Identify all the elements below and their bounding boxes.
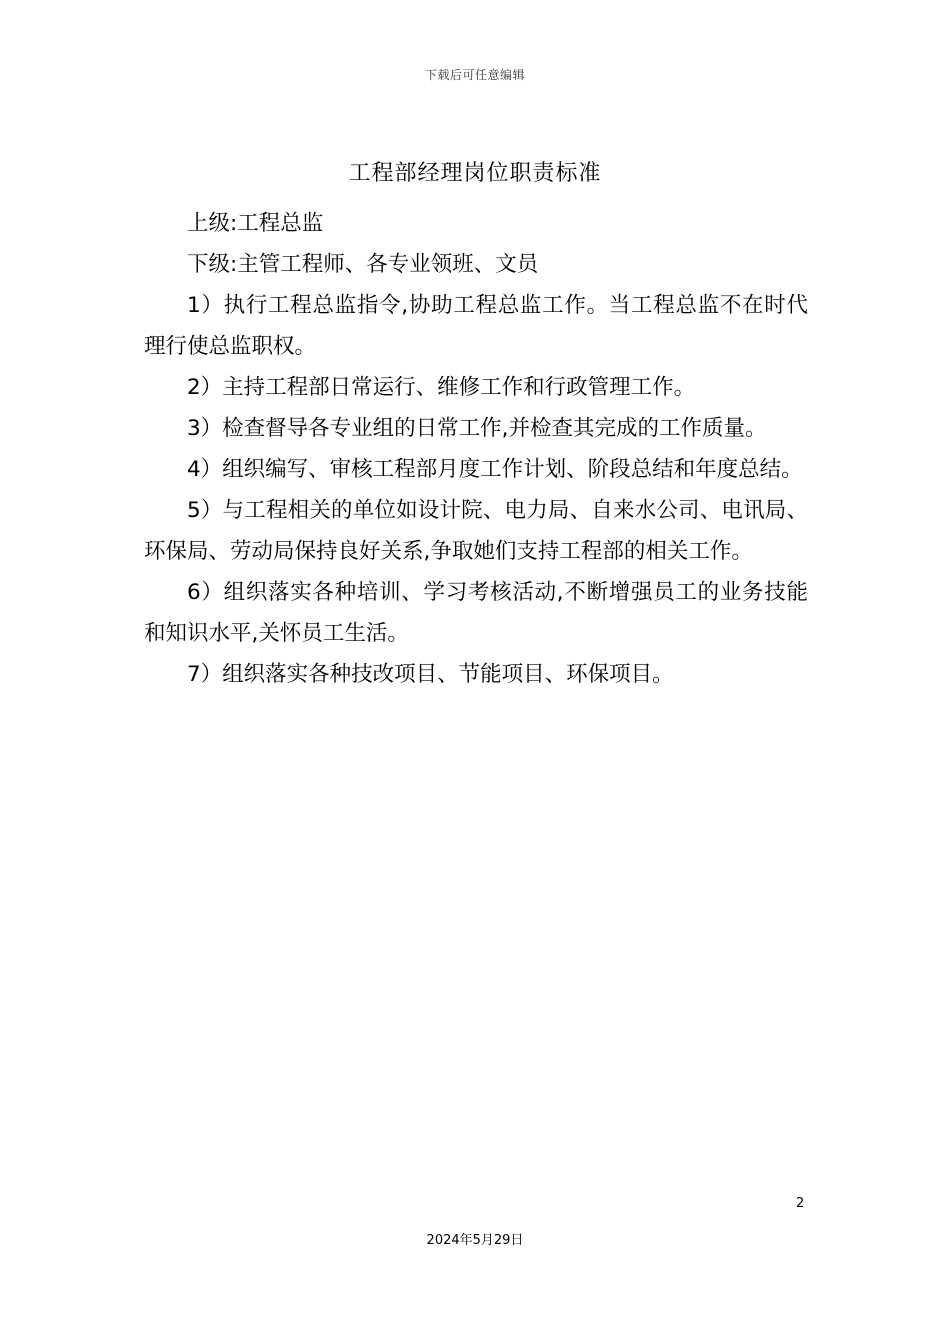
header-note: 下载后可任意编辑 [424,68,525,82]
footer-date: 2024年5月29日 [426,1233,524,1248]
duty-item-2: 2）主持工程部日常运行、维修工作和行政管理工作。 [187,375,696,400]
duty-item-6: 6）组织落实各种培训、学习考核活动,不断增强员工的业务技能和知识水平,关怀员工生活。 [144,580,808,646]
duty-item-7: 7）组织落实各种技改项目、节能项目、环保项目。 [187,662,674,687]
subordinates-line: 下级:主管工程师、各专业领班、文员 [187,252,539,277]
duty-item-1: 1）执行工程总监指令,协助工程总监工作。当工程总监不在时代理行使总监职权。 [144,293,808,359]
duty-item-3: 3）检查督导各专业组的日常工作,并检查其完成的工作质量。 [187,416,767,441]
page-number: 2 [796,1196,805,1211]
duty-item-5: 5）与工程相关的单位如设计院、电力局、自来水公司、电讯局、环保局、劳动局保持良好关系,争取她们支持工程部的相关工作。 [144,498,808,564]
document-title: 工程部经理岗位职责标准 [348,161,602,186]
document-body [144,203,808,695]
duty-item-4: 4）组织编写、审核工程部月度工作计划、阶段总结和年度总结。 [187,457,803,482]
superior-line: 上级:工程总监 [187,211,324,236]
